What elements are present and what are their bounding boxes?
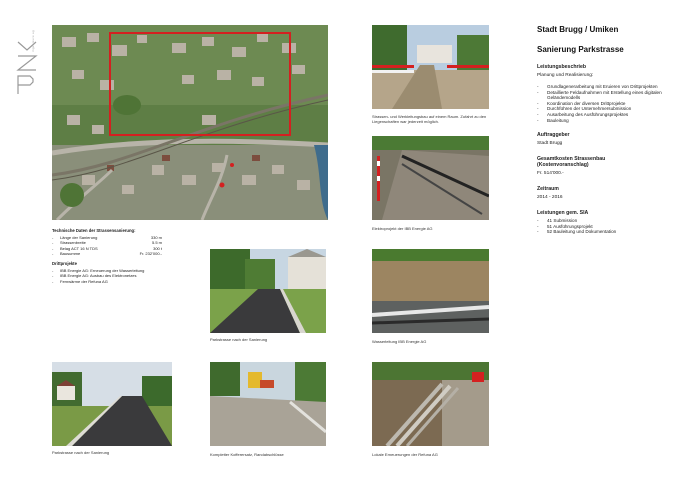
tech-row-value: Fr. 232'000.- xyxy=(139,251,162,257)
aerial-photo xyxy=(52,25,328,220)
list-item: - Koordination der diversen Drittprojekte xyxy=(537,101,677,107)
client-value: Stadt Brugg xyxy=(537,141,563,147)
photo-water xyxy=(372,249,489,333)
tech-row-label: - Belag ACT 16 N TDS xyxy=(52,246,98,252)
photo-street-after-1 xyxy=(210,249,326,333)
caption-gravel: Kompletter Kofferersatz, Randabschlüsse xyxy=(210,452,284,457)
tech-row-value: 330 m xyxy=(150,234,162,240)
period-value: 2014 - 2016 xyxy=(537,195,563,201)
caption-trench: Strassen- und Werkleitungsbau auf einem Raum. Zufahrt zu den Liegenschaften war jederzeit möglich. xyxy=(372,114,487,124)
third-project-item: - IBB Energie AG: Ausbau des Elektronetzes xyxy=(52,273,162,279)
sia-heading: Leistungen gem. SIA xyxy=(537,210,589,217)
caption-refuna: Lokale Erneuerungen der Refuna AG xyxy=(372,452,438,457)
tech-row-label: - Bausumme xyxy=(52,251,80,257)
photo-trench xyxy=(372,25,489,109)
tech-heading: Technische Daten der Strassensanierung: xyxy=(52,228,136,233)
tech-row-value: 300 t xyxy=(153,245,162,251)
project-title: Stadt Brugg / Umiken xyxy=(537,25,619,34)
third-project-item: - IBB Energie AG: Erneuerung der Wasserleitung xyxy=(52,268,162,274)
list-item: - 51 Ausführungsprojekt xyxy=(537,224,677,230)
list-item: - Bauleitung xyxy=(537,118,677,124)
sia-list xyxy=(537,218,677,235)
photo-gravel xyxy=(210,362,326,446)
costs-subheading: (Kostenvoranschlag) xyxy=(537,162,589,169)
list-item: - Grundlagenerarbeitung mit Eruieren von Drittprojekten xyxy=(537,84,677,90)
caption-electro: Elektroprojekt der IBB Energie AG xyxy=(372,226,433,231)
caption-water: Wasserleitung IBB Energie AG xyxy=(372,339,427,344)
project-subtitle: Sanierung Parkstrasse xyxy=(537,45,624,54)
services-intro: Planung und Realisierung: xyxy=(537,73,594,78)
costs-heading: Gesamtkosten Strassenbau xyxy=(537,156,606,163)
list-item: - Durchführen der Unternehmersubmission xyxy=(537,106,677,112)
third-project-item: - Fernwärme der Refuna AG xyxy=(52,279,162,285)
photo-electro xyxy=(372,136,489,220)
list-item: - 52 Bauleitung und Dokumentation xyxy=(537,229,677,235)
tech-row-label: - Länge der Sanierung xyxy=(52,235,97,241)
list-item: - Detaillierte Feldaufnahmen mit Erstellung eines digitalen Geländemodells xyxy=(537,90,677,101)
project-info xyxy=(537,25,677,235)
caption-after-2: Parkstrasse nach der Sanierung xyxy=(52,450,110,455)
third-projects-heading: Drittprojekte xyxy=(52,260,77,266)
list-item: - Ausarbeitung des Ausführungsprojektes xyxy=(537,112,677,118)
photo-refuna xyxy=(372,362,489,446)
caption-after-1: Parkstrasse nach der Sanierung xyxy=(210,337,268,342)
services-heading: Leistungsbeschrieb xyxy=(537,64,587,70)
costs-value: Fr. 514'000.- xyxy=(537,171,564,177)
tech-row-value: 5.5 m xyxy=(151,240,162,246)
photo-street-after-2 xyxy=(52,362,172,446)
client-heading: Auftraggeber xyxy=(537,132,570,139)
technical-data xyxy=(52,228,162,284)
period-heading: Zeitraum xyxy=(537,186,559,193)
list-item: - 41 Submission xyxy=(537,218,677,224)
tech-row-label: - Strassenbreite xyxy=(52,240,86,246)
logo-subtitle: ingenieure ag xyxy=(31,30,35,53)
services-list xyxy=(537,84,677,123)
